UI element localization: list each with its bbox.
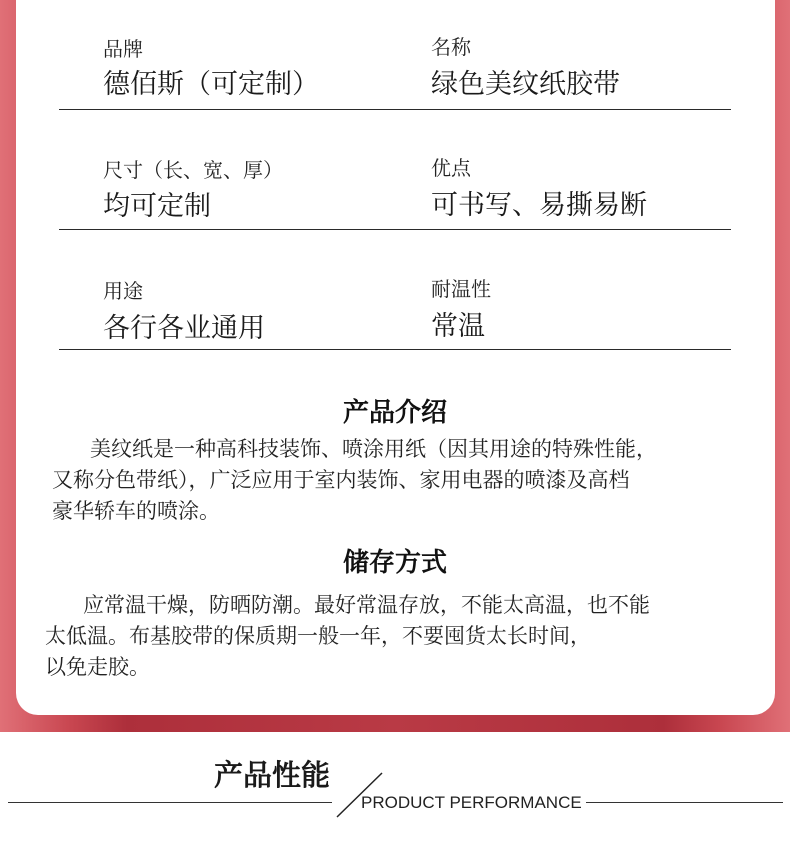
storage-line-3: 以免走胶。 xyxy=(45,655,150,679)
spec-size-label: 尺寸（长、宽、厚） xyxy=(103,158,283,182)
spec-temperature xyxy=(431,277,491,343)
spec-product-name-value: 绿色美纹纸胶带 xyxy=(431,69,620,100)
spec-product-name-label: 名称 xyxy=(431,35,471,59)
spec-size xyxy=(103,158,283,223)
intro-title: 产品介绍 xyxy=(342,398,447,428)
spec-advantage xyxy=(431,156,647,222)
spec-advantage-value: 可书写、易撕易断 xyxy=(431,190,647,221)
intro-line-3: 豪华轿车的喷涂。 xyxy=(52,499,220,523)
spec-brand-value: 德佰斯（可定制） xyxy=(103,69,319,100)
spec-advantage-label: 优点 xyxy=(431,156,471,180)
spec-usage xyxy=(103,279,265,345)
intro-line-1: 美纹纸是一种高科技装饰、喷涂用纸（因其用途的特殊性能， xyxy=(90,437,657,461)
footer-subtitle: PRODUCT PERFORMANCE xyxy=(361,793,582,812)
spec-brand-label: 品牌 xyxy=(103,37,143,61)
spec-temperature-value: 常温 xyxy=(431,311,485,342)
spec-temperature-label: 耐温性 xyxy=(431,277,491,301)
storage-paragraph xyxy=(45,590,650,683)
footer-title: 产品性能 xyxy=(214,758,331,792)
spec-product-name xyxy=(431,35,620,101)
footer-rule-right xyxy=(586,802,783,803)
storage-line-2: 太低温。布基胶带的保质期一般一年，不要囤货太长时间， xyxy=(45,624,591,648)
spec-row-size-advantage xyxy=(59,158,731,230)
spec-brand xyxy=(103,37,319,101)
spec-usage-value: 各行各业通用 xyxy=(103,313,265,344)
spec-row-usage-temperature xyxy=(59,279,731,350)
intro-line-2: 又称分色带纸），广泛应用于室内装饰、家用电器的喷漆及高档 xyxy=(52,468,630,492)
intro-paragraph xyxy=(52,434,657,527)
footer-rule-left xyxy=(8,802,332,803)
spec-usage-label: 用途 xyxy=(103,279,143,303)
spec-row-brand-name xyxy=(59,37,731,110)
storage-line-1: 应常温干燥，防晒防潮。最好常温存放，不能太高温，也不能 xyxy=(83,593,650,617)
storage-title: 储存方式 xyxy=(342,548,447,578)
spec-size-value: 均可定制 xyxy=(103,191,211,222)
